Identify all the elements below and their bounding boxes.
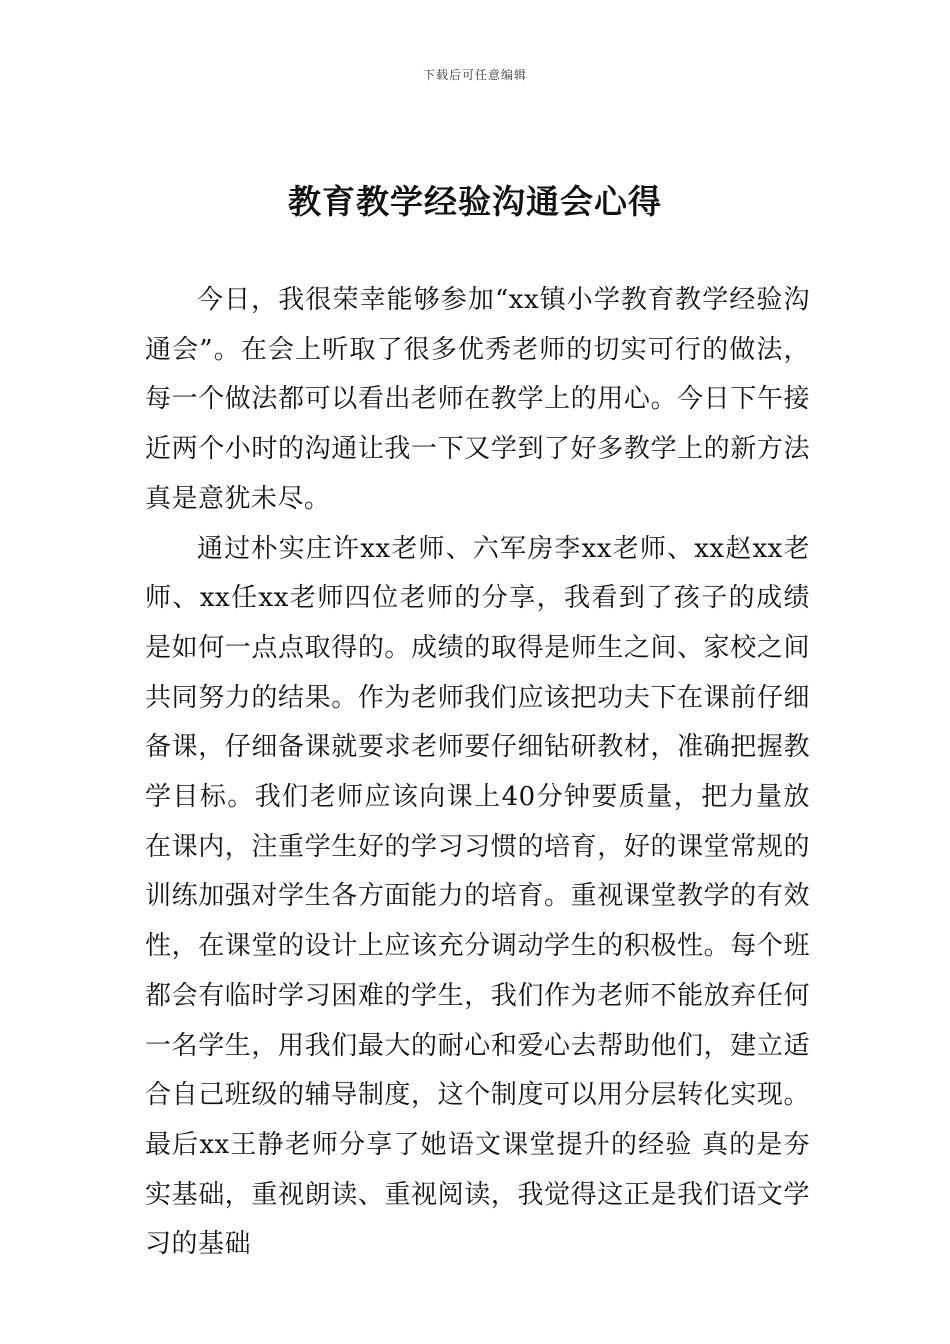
paragraph-2: 通过朴实庄许xx老师、六军房李xx老师、xx赵xx老师、xx任xx老师四位老师的分享，我看到了孩子的成绩是如何一点点取得的。成绩的取得是师生之间、家校之间共同努力的结果。作为老师我们应该把功夫下在课前仔细备课，仔细备课就要求老师要仔细钻研教材，准确把握教学目标。我们老师应该向课上40分钟要质量，把力量放在课内，注重学生好的学习习惯的培育，好的课堂常规的训练加强对学生各方面能力的培育。重视课堂教学的有效性，在课堂的设计上应该充分调动学生的积极性。每个班都会有临时学习困难的学生，我们作为老师不能放弃任何一名学生，用我们最大的耐心和爱心去帮助他们，建立适合自己班级的辅导制度，这个制度可以用分层转化实现。最后xx王静老师分享了她语文课堂提升的经验 真的是夯实基础，重视朗读、重视阅读，我觉得这正是我们语文学习的基础 <box>145 533 810 1260</box>
document-body <box>145 276 810 1270</box>
paragraph-1: 今日，我很荣幸能够参加“xx镇小学教育教学经验沟通会”。在会上听取了很多优秀老师的切实可行的做法，每一个做法都可以看出老师在教学上的用心。今日下午接近两个小时的沟通让我一下又学到了好多教学上的新方法真是意犹未尽。 <box>145 285 810 514</box>
header-note: 下载后可任意编辑 <box>422 68 527 82</box>
document-title: 教育教学经验沟通会心得 <box>288 182 662 221</box>
